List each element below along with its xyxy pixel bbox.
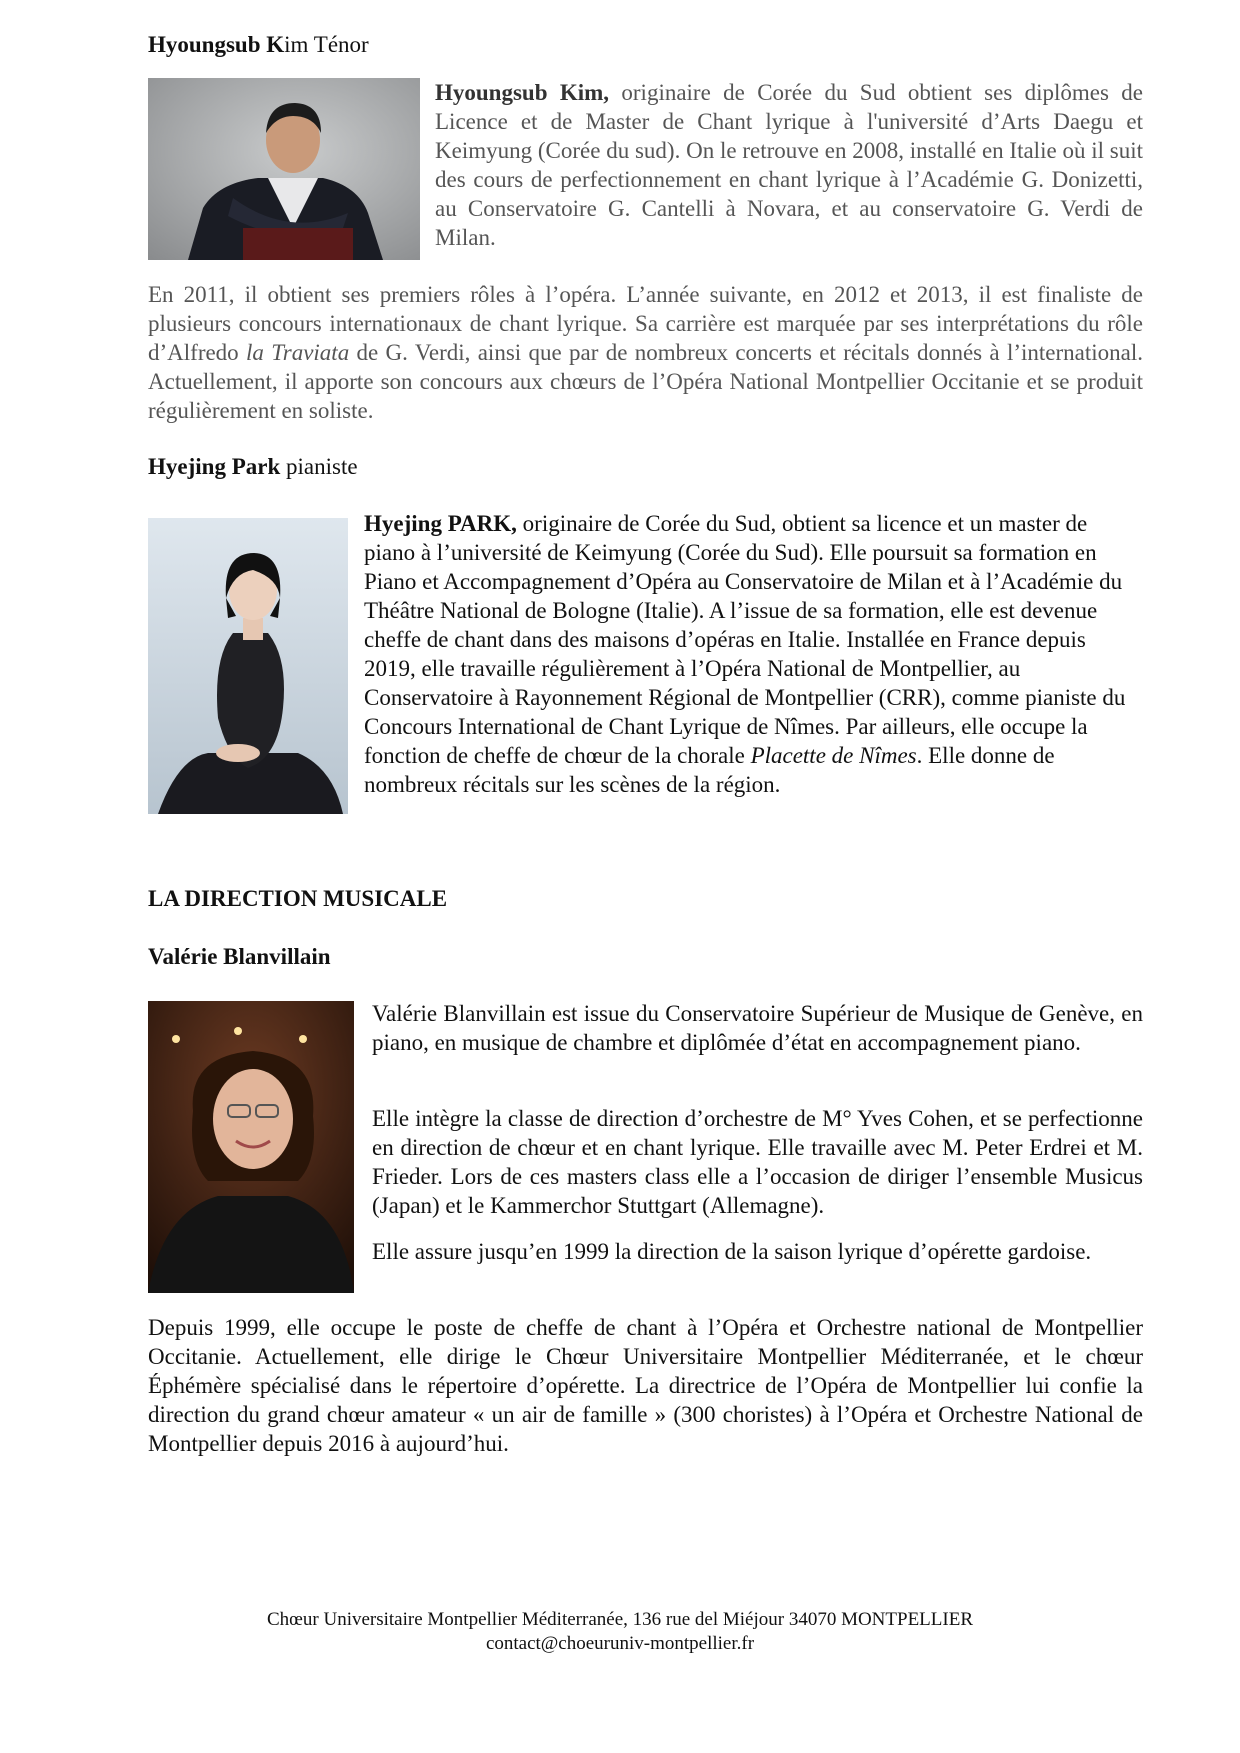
section-title: LA DIRECTION MUSICALE	[148, 886, 448, 911]
park-heading	[148, 452, 358, 482]
blanvillain-heading: Valérie Blanvillain	[148, 944, 331, 969]
tenor-portrait-image	[148, 78, 420, 260]
kim-photo	[148, 78, 420, 260]
kim-role: im Ténor	[284, 32, 369, 57]
footer-address: Chœur Universitaire Montpellier Méditerranée, 136 rue del Miéjour 34070 MONTPELLIER	[267, 1609, 973, 1630]
kim-name: Hyoungsub K	[148, 32, 285, 57]
park-role: pianiste	[280, 454, 358, 479]
blanvillain-p2: Elle intègre la classe de direction d’orchestre de M° Yves Cohen, et se perfectionne en direction de chœur et en chant lyrique. Elle travaille avec M. Peter Erdrei et M. Frieder. Lors de ces masters class elle a l’occasion de diriger l’ensemble Musicus (Japan) et le Kammerchor Stuttgart (Allemagne).	[372, 1106, 1143, 1218]
park-bio-text-a: originaire de Corée du Sud, obtient sa licence et un master de piano à l’université de Keimyung (Corée du Sud). Elle poursuit sa formation en Piano et Accompagnement d’Opéra au Conservatoire de Milan et à l’Académie du Théâtre National de Bologne (Italie). A l’issue de sa formation, elle est devenue cheffe de chant dans des maisons d’opéras en Italie. Installée en France depuis 2019, elle travaille régulièrement à l’Opéra National de Montpellier, au Conservatoire à Rayonnement Régional de Montpellier (CRR), comme pianiste du Concours International de Chant Lyrique de Nîmes. Par ailleurs, elle occupe la fonction de cheffe de chœur de la chorale	[364, 511, 1126, 768]
park-photo	[148, 518, 348, 814]
park-name: Hyejing Park	[148, 454, 281, 479]
page-footer	[0, 1608, 1240, 1656]
blanvillain-p3: Elle assure jusqu’en 1999 la direction de la saison lyrique d’opérette gardoise.	[372, 1239, 1092, 1264]
park-bio-choir: Placette de Nîmes	[750, 743, 917, 768]
pianist-portrait-image	[148, 518, 348, 814]
kim-career-text-b: de G. Verdi, ainsi que par de nombreux concerts et récitals donnés à l’international. Actuellement, il apporte son concours aux chœurs de l’Opéra National Montpellier Occitanie et se produit régulièrement en soliste.	[148, 340, 1143, 423]
footer-email: contact@choeuruniv-montpellier.fr	[485, 1633, 755, 1654]
kim-career-opera: la Traviata	[246, 340, 350, 365]
blanvillain-p4: Depuis 1999, elle occupe le poste de cheffe de chant à l’Opéra et Orchestre national de Montpellier Occitanie. Actuellement, elle dirige le Chœur Universitaire Montpellier Méditerranée, et le chœur Éphémère spécialisé dans le répertoire d’opérette. La directrice de l’Opéra de Montpellier lui confie la direction du grand chœur amateur « un air de famille » (300 choristes) à l’Opéra et Orchestre National de Montpellier depuis 2016 à aujourd’hui.	[148, 1315, 1143, 1456]
blanvillain-p1: Valérie Blanvillain est issue du Conservatoire Supérieur de Musique de Genève, en piano, en musique de chambre et diplômée d’état en accompagnement piano.	[372, 1001, 1143, 1055]
park-bio	[364, 509, 1143, 799]
park-bio-name: Hyejing PARK,	[364, 511, 517, 536]
kim-bio	[435, 78, 1143, 252]
kim-bio-name: Hyoungsub Kim,	[435, 80, 610, 105]
kim-heading	[148, 30, 369, 60]
park-bio-text-b: . Elle donne de nombreux récitals sur les scènes de la région.	[364, 743, 1055, 797]
kim-career	[148, 280, 1143, 425]
kim-career-text-a: En 2011, il obtient ses premiers rôles à l’opéra. L’année suivante, en 2012 et 2013, il est finaliste de plusieurs concours internationaux de chant lyrique. Sa carrière est marquée par ses interprétations du rôle d’Alfredo	[148, 282, 1143, 365]
blanvillain-photo	[148, 1001, 354, 1293]
kim-bio-text: originaire de Corée du Sud obtient ses diplômes de Licence et de Master de Chant lyrique à l'université d’Arts Daegu et Keimyung (Corée du sud). On le retrouve en 2008, installé en Italie où il suit des cours de perfectionnement en chant lyrique à l’Académie G. Donizetti, au Conservatoire G. Cantelli à Novara, et au conservatoire G. Verdi de Milan.	[435, 80, 1143, 250]
conductor-portrait-image	[148, 1001, 354, 1293]
